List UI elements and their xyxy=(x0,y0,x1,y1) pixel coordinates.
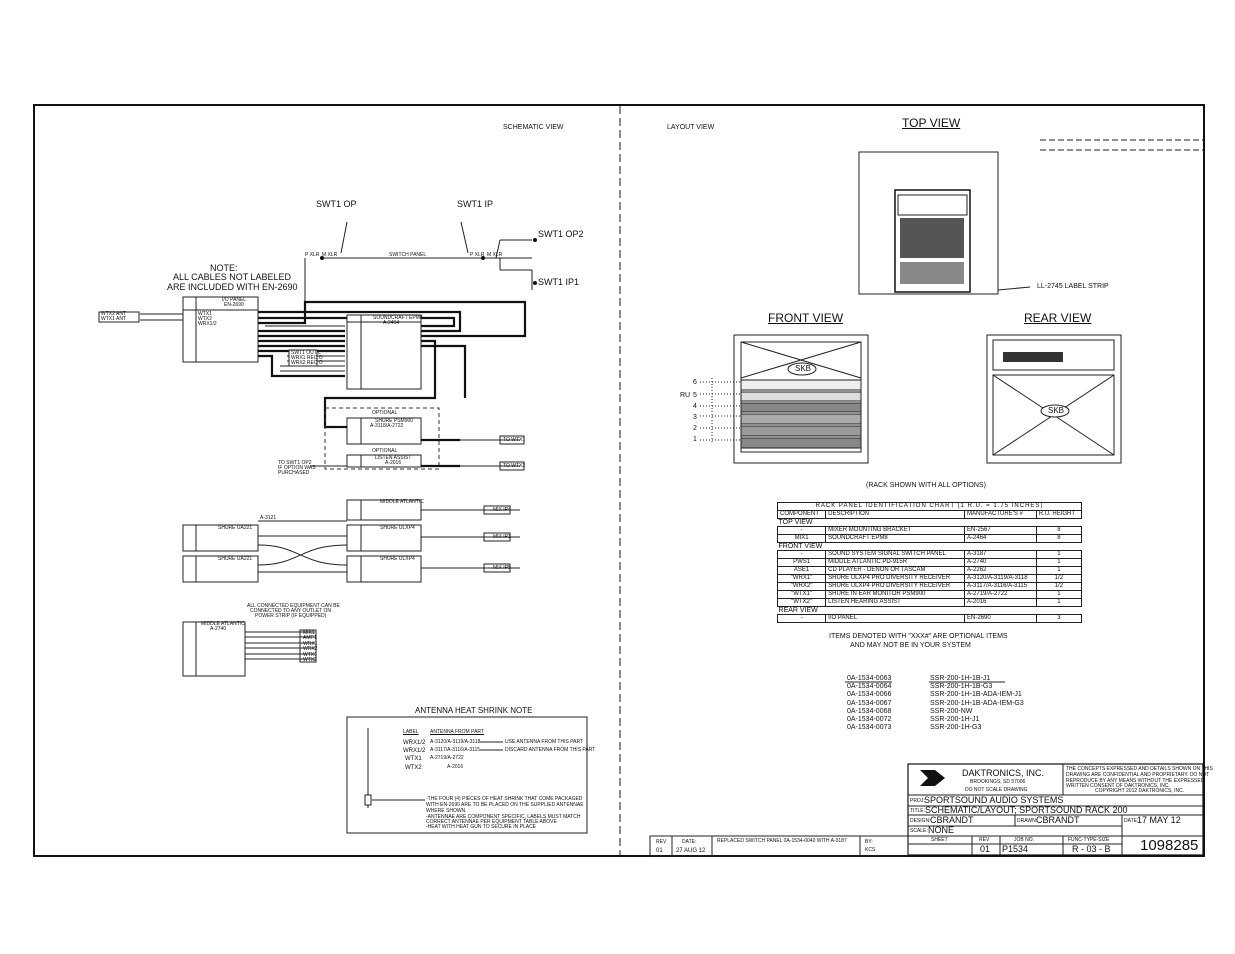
switch-panel-label: SWITCH PANEL xyxy=(389,252,427,258)
ru-6: 6 xyxy=(693,379,697,386)
chart-cell: "WRX2" xyxy=(778,583,826,591)
chart-header-cell: DESCRIPTION xyxy=(826,511,965,519)
chart-cell: SHURE ULXP4 PRO DIVERSITY RECEIVER xyxy=(826,583,965,591)
switch-panel-wiring xyxy=(305,222,532,302)
wtx1-part: A-3118/A-2722 xyxy=(370,423,404,429)
designer: CBRANDT xyxy=(930,815,974,825)
chart-cell: A-2262 xyxy=(965,567,1037,575)
receiver-1-title: MIDDLE ATLANTIC xyxy=(380,499,424,505)
rev-value: 01 xyxy=(980,844,991,854)
chart-cell: 1/2 xyxy=(1036,583,1081,591)
heat-row-2-part: A-3117/A-3116/A-3115 xyxy=(430,747,481,753)
skb-front-text: SKB xyxy=(795,364,812,373)
io-panel-box xyxy=(183,297,258,362)
daktronics-logo xyxy=(920,770,945,786)
optional-label-1: OPTIONAL xyxy=(372,410,398,416)
job-number: P1534 xyxy=(1002,844,1029,854)
ant-wtx2: WTX2 ANT xyxy=(101,311,127,317)
heat-note-4: -ANTENNAE ARE COMPONENT SPECIFIC, LABELS MUST MATCH xyxy=(426,814,581,820)
mix-ip3: MIX IP3 xyxy=(493,534,511,540)
power-strip-title: MIDDLE ATLANTIC xyxy=(201,621,245,627)
swt1-ip-label: SWT1 IP xyxy=(457,199,494,209)
chart-cell: SOUNDCRAFT EPM8 xyxy=(826,535,965,543)
mix-ip4: MIX IP4 xyxy=(493,507,511,513)
company-city: BROOKINGS, SD 57006 xyxy=(970,779,1026,785)
chart-row xyxy=(778,583,1082,591)
part-model: SSR-200-1H-G3 xyxy=(930,724,982,732)
mixer-knobs xyxy=(898,195,967,284)
schematic-view-label: SCHEMATIC VIEW xyxy=(503,124,564,131)
chart-cell: 1 xyxy=(1036,567,1081,575)
heat-row-2-note: DISCARD ANTENNA FROM THIS PART xyxy=(505,747,596,753)
chart-row xyxy=(778,535,1082,543)
chart-section-row xyxy=(778,519,1082,527)
chart-cell: I/O PANEL xyxy=(826,615,965,623)
proj-label: PROJ: xyxy=(910,798,925,804)
note-title: NOTE: xyxy=(210,263,238,273)
chart-cell: EN-2690 xyxy=(965,615,1037,623)
heat-note-2: WITH EN-2690 ARE TO BE PLACED ON THE SUPPLIED ANTENNAE xyxy=(426,802,584,808)
ru-3: 3 xyxy=(693,414,697,421)
ru-2: 2 xyxy=(693,425,697,432)
chart-section-name: TOP VIEW xyxy=(778,519,813,526)
chart-row xyxy=(778,591,1082,599)
func-label: FUNC-TYPE-SIZE xyxy=(1068,837,1110,843)
part-number: 0A-1534-0063 xyxy=(847,675,892,682)
chart-header-cell: COMPONENT xyxy=(778,511,826,519)
wtx2-part: A-2016 xyxy=(385,460,402,466)
heat-row-1-part: A-3120/A-3119/A-3118 xyxy=(430,739,481,745)
layout-view-label: LAYOUT VIEW xyxy=(667,124,715,131)
heat-row-2-label: WRX1/2 xyxy=(403,748,426,754)
chart-row xyxy=(778,575,1082,583)
power-mix1: MIX1 xyxy=(303,630,315,636)
mxlr-label-2: M XLR xyxy=(487,252,503,258)
chart-cell: A-2016 xyxy=(965,599,1037,607)
mixer-input-wrx2: WRX2 REC O xyxy=(291,360,323,366)
heat-label-header: LABEL xyxy=(403,729,419,735)
part-number: 0A-1534-0067 xyxy=(847,699,892,707)
rear-view-label: REAR VIEW xyxy=(1024,311,1092,325)
ant-wtx1: WTX1 ANT xyxy=(101,316,127,322)
part-model: SSR-200-1H-1B-ADA-IEM-G3 xyxy=(930,699,1024,707)
chart-cell: SOUND SYSTEM SIGNAL SWITCH PANEL xyxy=(826,551,965,559)
chart-header-cell: MANUFACTURE'S # xyxy=(965,511,1037,519)
ru-5: 5 xyxy=(693,392,697,399)
drawing-number: 1098285 xyxy=(1140,837,1199,854)
rev-by-label: BY: xyxy=(865,839,873,845)
sheet-label: SHEET xyxy=(931,837,948,843)
chart-cell: EN-2567 xyxy=(965,527,1037,535)
splitter-2-title: SHURE UA221 xyxy=(218,556,253,562)
drawing-border xyxy=(34,105,1204,856)
io-wtx1: WTX1 xyxy=(198,311,212,317)
optional-label-2: OPTIONAL xyxy=(372,448,398,454)
to-wtx2: TO WTX2 xyxy=(503,463,526,469)
heat-row-1-label: WRX1/2 xyxy=(403,740,426,746)
chart-section-name: REAR VIEW xyxy=(778,607,818,614)
chart-cell: MIX1 xyxy=(778,535,826,543)
part-model: SSR-200-1H-1B-ADA-IEM-J1 xyxy=(930,691,1022,699)
chart-cell: 1 xyxy=(1036,559,1081,567)
pxlr-label-2: P XLR xyxy=(470,252,485,258)
rev-date-label: DATE: xyxy=(682,839,697,845)
no-scale-note: DO NOT SCALE DRAWING xyxy=(965,787,1028,793)
chart-note-2: AND MAY NOT BE IN YOUR SYSTEM xyxy=(850,642,971,649)
chart-cell: ASE1 xyxy=(778,567,826,575)
part-number: 0A-1534-0073 xyxy=(847,724,892,732)
legal-4: WRITTEN CONSENT OF DAKTRONICS, INC. xyxy=(1066,783,1170,789)
project-name: SPORTSOUND AUDIO SYSTEMS xyxy=(924,795,1064,805)
title-label: TITLE: xyxy=(910,808,926,814)
drawn-label: DRAWN: xyxy=(1017,818,1038,824)
chart-row xyxy=(778,599,1082,607)
chart-cell: "WTX2" xyxy=(778,599,826,607)
rev-description: REPLACED SWITCH PANEL 0A-1534-0040 WITH A-3187 xyxy=(717,838,847,844)
part-model: SSR-200-NW xyxy=(930,707,973,715)
heat-row-1-note: USE ANTENNA FROM THIS PART xyxy=(505,739,584,745)
power-note-2: CONNECTED TO ANY OUTLET ON xyxy=(250,608,332,614)
chart-cell: SHURE ULXP4 PRO DIVERSITY RECEIVER xyxy=(826,575,965,583)
rack-panel-chart xyxy=(777,502,1082,623)
legal-2: DRAWING ARE CONFIDENTIAL AND PROPRIETARY. DO NOT xyxy=(1066,772,1210,778)
chart-cell: A-3117/A-3116/A-3115 xyxy=(965,583,1037,591)
heat-row-4-part: A-2016 xyxy=(447,764,464,770)
heat-note-5: CORRECT ANTENNAE PER EQUIPMENT TABLE ABOVE xyxy=(426,819,557,825)
heat-row-3-part: A-2719/A-2722 xyxy=(430,755,464,761)
label-strip-label: LL-2745 LABEL STRIP xyxy=(1037,283,1109,290)
chart-note-1: ITEMS DENOTED WITH "XXX#" ARE OPTIONAL ITEMS xyxy=(829,633,1008,640)
chart-row xyxy=(778,527,1082,535)
chart-cell: 1 xyxy=(1036,591,1081,599)
heat-note-1: -THE FOUR (4) PIECES OF HEAT SHRINK THAT COME PACKAGED xyxy=(426,796,583,802)
swt-note-3: PURCHASED xyxy=(278,470,310,476)
chart-header-row xyxy=(778,511,1082,519)
receiver-2-title: SHURE ULXP4 xyxy=(380,525,415,531)
io-wrx: WRX1/2 xyxy=(198,321,217,327)
receivers xyxy=(183,500,421,582)
front-view-label: FRONT VIEW xyxy=(768,311,844,325)
part-number: 0A-1534-0072 xyxy=(847,716,892,723)
job-label: JOB NO. xyxy=(1014,837,1035,843)
chart-cell: - xyxy=(778,615,826,623)
chart-cell: A-3120/A-3119/A-3118 xyxy=(965,575,1037,583)
part-model: SSR-200-1H-1B-J1 xyxy=(930,675,991,682)
skb-rear-text: SKB xyxy=(1048,406,1065,415)
pxlr-label: P XLR xyxy=(305,252,320,258)
io-panel-title: I/O PANEL xyxy=(222,297,247,303)
note-line-1: ALL CABLES NOT LABELED xyxy=(173,272,292,282)
swt-note-2: IF OPTION WAS xyxy=(278,465,316,471)
top-view-label: TOP VIEW xyxy=(902,116,961,130)
chart-cell: 8 xyxy=(1036,527,1081,535)
drawn-by: CBRANDT xyxy=(1036,815,1080,825)
chart-cell: LISTEN HEARING ASSIST xyxy=(826,599,965,607)
mixer-part: A-2464 xyxy=(383,320,400,326)
power-wrx2: WRX2 xyxy=(303,646,318,652)
swt1-op-label: SWT1 OP xyxy=(316,199,357,209)
splitter-1-title: SHURE UA221 xyxy=(218,525,253,531)
swt1-op2-label: SWT1 OP2 xyxy=(538,229,584,239)
chart-cell: A-2464 xyxy=(965,535,1037,543)
chart-cell: "WRX1" xyxy=(778,575,826,583)
chart-section-row xyxy=(778,607,1082,615)
chart-cell: MIDDLE ATLANTIC PD-915R xyxy=(826,559,965,567)
power-wrx1: WRX1 xyxy=(303,641,318,647)
rev-block-label: REV xyxy=(656,839,667,845)
power-note-1: ALL CONNECTED EQUIPMENT CAN BE xyxy=(247,603,340,609)
wtx2-title: LISTEN ASSIST xyxy=(375,455,412,461)
ru-4: 4 xyxy=(693,403,697,410)
func-type-size: R - 03 - B xyxy=(1072,844,1111,854)
heat-note-6: -HEAT WITH HEAT GUN TO SECURE IN PLACE xyxy=(426,824,537,830)
mixer-input-wrx1: WRX1 REC O xyxy=(291,355,323,361)
chart-row xyxy=(778,615,1082,623)
mix-ip5: MIX IP5 xyxy=(493,565,511,571)
heat-part-header: ANTENNA FROM PART xyxy=(430,729,484,735)
chart-cell: A-2740 xyxy=(965,559,1037,567)
chart-cell: PWS1 xyxy=(778,559,826,567)
power-note-3: POWER STRIP (IF EQUIPPED) xyxy=(255,613,327,619)
heat-row-3-label: WTX1 xyxy=(405,756,422,762)
chart-section-row xyxy=(778,543,1082,551)
mxlr-label: M XLR xyxy=(322,252,338,258)
to-wtx1: TO WTX1 xyxy=(503,437,526,443)
part-model: SSR-200-1H-J1 xyxy=(930,716,980,723)
chart-cell: A-2719/A-2722 xyxy=(965,591,1037,599)
swt-note-1: TO SWT1 OP2 xyxy=(278,460,312,466)
drawing-scale: NONE xyxy=(928,825,955,835)
receiver-3-title: SHURE ULXP4 xyxy=(380,556,415,562)
part-number: 0A-1534-0064 xyxy=(847,683,892,691)
part-model: SSR-200-1H-1B-G3 xyxy=(930,683,993,691)
heat-shrink-title: ANTENNA HEAT SHRINK NOTE xyxy=(415,706,533,715)
design-label: DESIGN: xyxy=(910,818,931,824)
chart-header-cell: R.U. HEIGHT xyxy=(1036,511,1081,519)
power-amp1: AMP1 xyxy=(303,635,317,641)
note-line-2: ARE INCLUDED WITH EN-2690 xyxy=(167,282,298,292)
heat-note-3: WHERE SHOWN. xyxy=(426,808,467,814)
ru-label: RU xyxy=(680,392,691,399)
scale-label: SCALE: xyxy=(910,828,928,834)
chart-cell: "WTX1" xyxy=(778,591,826,599)
rev-by-value: KCS xyxy=(865,847,876,853)
rev-block-value: 01 xyxy=(656,848,663,854)
part-number: 0A-1534-0068 xyxy=(847,707,892,715)
chart-cell: 3 xyxy=(1036,615,1081,623)
mixer-box xyxy=(347,315,421,389)
mixer-input-swt: SWT1 OUT L xyxy=(291,350,321,356)
heat-row-4-label: WTX2 xyxy=(405,765,422,771)
part-number: 0A-1534-0066 xyxy=(847,691,892,699)
chart-cell: MIXER MOUNTING BRACKET xyxy=(826,527,965,535)
cable-label: A-3121 xyxy=(260,515,277,521)
chart-row xyxy=(778,567,1082,575)
io-panel-part: EN-2690 xyxy=(224,302,244,308)
ru-1: 1 xyxy=(693,436,697,443)
chart-row xyxy=(778,559,1082,567)
rev-date-value: 27 AUG 12 xyxy=(676,848,706,854)
io-wtx2: WTX2 xyxy=(198,316,212,322)
rack-caption: (RACK SHOWN WITH ALL OPTIONS) xyxy=(866,482,986,489)
rev-label: REV xyxy=(979,837,990,843)
date-label: DATE: xyxy=(1124,818,1139,824)
chart-title: RACK PANEL IDENTIFICATION CHART (1 R.U. = 1.75 INCHES) xyxy=(778,503,1082,511)
wtx1-title: SHURE PSM900 xyxy=(375,418,414,424)
chart-cell: - xyxy=(778,551,826,559)
chart-cell: 8 xyxy=(1036,535,1081,543)
legal-5: COPYRIGHT 2012 DAKTRONICS, INC. xyxy=(1095,788,1185,794)
drawing-title: SCHEMATIC/LAYOUT; SPORTSOUND RACK 200 xyxy=(925,805,1128,815)
power-wtx2: WTX2 xyxy=(303,657,317,663)
chart-cell: 1/2 xyxy=(1036,575,1081,583)
company-name: DAKTRONICS, INC. xyxy=(962,768,1045,778)
legal-3: REPRODUCE BY ANY MEANS WITHOUT THE EXPRESSED xyxy=(1066,778,1205,784)
chart-section-name: FRONT VIEW xyxy=(778,543,823,550)
chart-cell: SHURE IN EAR MONITOR PSM900 xyxy=(826,591,965,599)
chart-cell: 1 xyxy=(1036,551,1081,559)
drawing-date: 17 MAY 12 xyxy=(1137,815,1181,825)
power-strip-part: A-2740 xyxy=(210,626,227,632)
chart-cell: - xyxy=(778,527,826,535)
chart-cell: CD PLAYER - DENON OR TASCAM xyxy=(826,567,965,575)
chart-cell: A-3187 xyxy=(965,551,1037,559)
legal-1: THE CONCEPTS EXPRESSED AND DETAILS SHOWN ON THIS xyxy=(1066,766,1213,772)
power-wtx1: WTX1 xyxy=(303,652,317,658)
chart-cell: 1 xyxy=(1036,599,1081,607)
chart-row xyxy=(778,551,1082,559)
mixer-title: SOUNDCRAFT EPM8 xyxy=(373,315,423,321)
swt1-ip1-label: SWT1 IP1 xyxy=(538,277,580,287)
